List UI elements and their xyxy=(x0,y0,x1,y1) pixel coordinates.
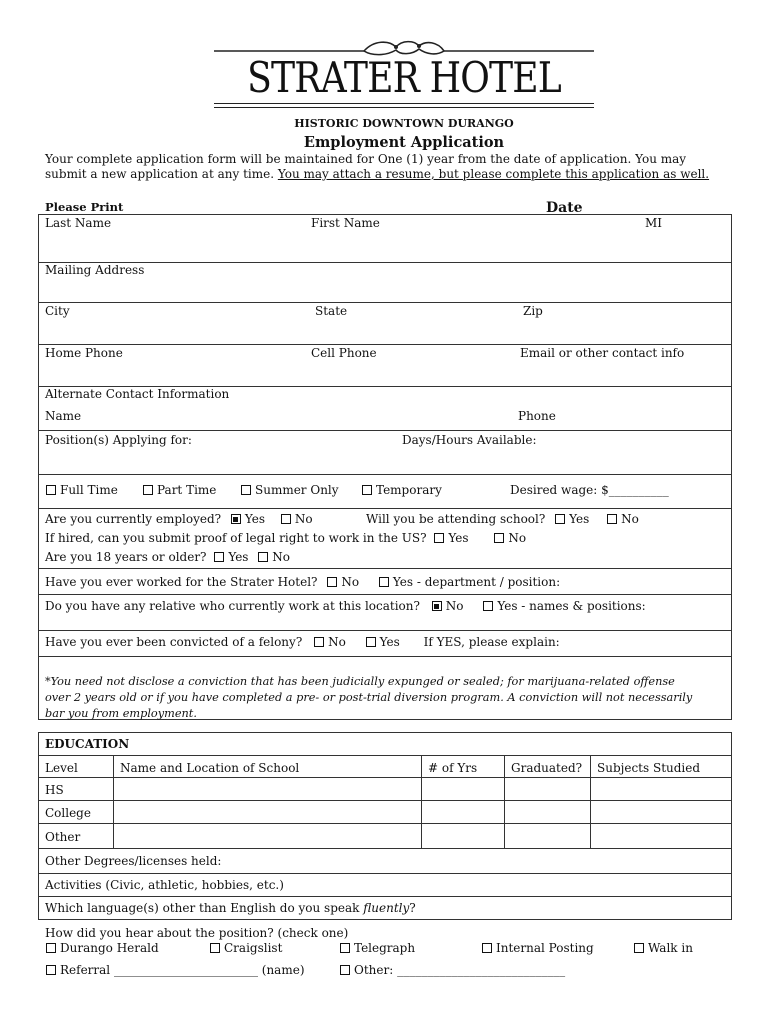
divider xyxy=(38,508,732,509)
divider xyxy=(38,873,732,874)
legal-right-question xyxy=(45,531,526,545)
checkbox-icon[interactable] xyxy=(214,552,224,562)
divider xyxy=(38,896,732,897)
intro-line-2a: submit a new application at any time. xyxy=(45,167,278,181)
column-header-level: Level xyxy=(45,761,78,775)
date-blank: _________________ xyxy=(587,201,690,215)
zip-label: Zip xyxy=(523,304,543,318)
divider xyxy=(38,430,732,431)
checkbox-icon[interactable] xyxy=(482,943,492,953)
checkbox-icon[interactable] xyxy=(340,943,350,953)
email-field[interactable] xyxy=(520,346,684,360)
no-label: No xyxy=(328,635,346,649)
cell-phone-label: Cell Phone xyxy=(311,346,377,360)
column-divider xyxy=(421,755,422,848)
checkbox-icon[interactable] xyxy=(281,514,291,524)
activities-field[interactable]: Activities (Civic, athletic, hobbies, etc.) xyxy=(45,878,284,892)
checkbox-icon[interactable] xyxy=(241,485,251,495)
no-label: No xyxy=(341,575,360,589)
legal-right-label: If hired, can you submit proof of legal right to work in the US? xyxy=(45,531,427,545)
divider xyxy=(38,630,732,631)
divider xyxy=(38,755,732,756)
alt-name-label: Name xyxy=(45,409,82,423)
divider xyxy=(38,823,732,824)
checkbox-icon[interactable] xyxy=(46,943,56,953)
disclaimer-line-1: *You need not disclose a conviction that has been judicially expunged or sealed; for marijuana-related offense xyxy=(45,675,675,688)
city-field[interactable] xyxy=(45,304,70,318)
referral-option[interactable] xyxy=(46,963,305,977)
telegraph-label: Telegraph xyxy=(354,941,416,955)
durango-herald-label: Durango Herald xyxy=(60,941,159,955)
state-field[interactable] xyxy=(315,304,347,318)
divider xyxy=(38,302,732,303)
divider xyxy=(38,344,732,345)
attending-school-question xyxy=(366,512,639,526)
telegraph-option[interactable] xyxy=(340,941,415,955)
logo-rule-bottom xyxy=(214,107,594,108)
summer-only-option[interactable] xyxy=(241,483,339,497)
no-label: No xyxy=(445,599,464,613)
relative-label: Do you have any relative who currently work at this location? xyxy=(45,599,420,613)
divider xyxy=(38,568,732,569)
languages-field[interactable] xyxy=(45,901,416,915)
hotel-name: STRATER HOTEL xyxy=(247,53,561,102)
walk-in-label: Walk in xyxy=(648,941,693,955)
state-label: State xyxy=(315,304,348,318)
checkbox-icon[interactable] xyxy=(314,637,324,647)
first-name-field[interactable] xyxy=(311,216,380,230)
checkbox-icon[interactable] xyxy=(494,533,504,543)
checkbox-icon[interactable] xyxy=(366,637,376,647)
alt-phone-field[interactable] xyxy=(518,409,556,423)
no-label: No xyxy=(621,512,639,526)
full-time-option[interactable] xyxy=(46,483,118,497)
education-row-other[interactable]: Other xyxy=(45,830,81,844)
checkbox-icon[interactable] xyxy=(607,514,617,524)
tagline: HISTORIC DOWNTOWN DURANGO xyxy=(294,117,514,130)
positions-label: Position(s) Applying for: xyxy=(45,433,192,447)
column-header-school: Name and Location of School xyxy=(120,761,300,775)
full-time-label: Full Time xyxy=(60,483,118,497)
internal-posting-label: Internal Posting xyxy=(496,941,594,955)
alt-contact-heading: Alternate Contact Information xyxy=(45,387,230,401)
age-label: Are you 18 years or older? xyxy=(45,550,207,564)
checkbox-icon[interactable] xyxy=(483,601,493,611)
temporary-label: Temporary xyxy=(376,483,442,497)
mi-field[interactable] xyxy=(645,216,662,230)
checkbox-icon[interactable] xyxy=(362,485,372,495)
yes-label: Yes xyxy=(228,550,249,564)
walk-in-option[interactable] xyxy=(634,941,693,955)
disclaimer-line-3: bar you from employment. xyxy=(45,707,197,720)
craigslist-label: Craigslist xyxy=(224,941,283,955)
yes-names-label: Yes - names & positions: xyxy=(497,599,646,613)
last-name-field[interactable] xyxy=(45,216,111,230)
education-row-hs[interactable]: HS xyxy=(45,783,64,797)
divider xyxy=(38,474,732,475)
cell-phone-field[interactable] xyxy=(311,346,377,360)
checkbox-icon[interactable] xyxy=(555,514,565,524)
date-label: Date xyxy=(546,200,583,216)
city-label: City xyxy=(45,304,70,318)
disclaimer-line-2: over 2 years old or if you have completed a pre- or post-trial diversion program. A conviction will not necessarily xyxy=(45,691,693,704)
column-divider xyxy=(113,755,114,848)
other-label: Other: ____________________________ xyxy=(354,963,566,977)
intro-line-1: Your complete application form will be maintained for One (1) year from the date of application. You may xyxy=(45,152,687,166)
divider xyxy=(38,800,732,801)
checkbox-icon[interactable] xyxy=(434,533,444,543)
worked-strater-question xyxy=(45,575,560,589)
education-heading: EDUCATION xyxy=(45,737,130,751)
currently-employed-label: Are you currently employed? xyxy=(45,512,222,526)
desired-wage-field[interactable]: Desired wage: $__________ xyxy=(510,483,669,497)
positions-field[interactable] xyxy=(45,433,192,447)
no-label: No xyxy=(294,512,313,526)
yes-label: Yes xyxy=(379,635,400,649)
languages-qmark: ? xyxy=(409,901,416,915)
days-hours-field[interactable] xyxy=(402,433,537,447)
column-header-years: # of Yrs xyxy=(428,761,478,775)
part-time-label: Part Time xyxy=(157,483,217,497)
checkbox-icon[interactable] xyxy=(340,965,350,975)
internal-posting-option[interactable] xyxy=(482,941,594,955)
currently-employed-question xyxy=(45,512,313,526)
home-phone-label: Home Phone xyxy=(45,346,123,360)
checkbox-icon[interactable] xyxy=(46,485,56,495)
craigslist-option[interactable] xyxy=(210,941,282,955)
alt-name-field[interactable] xyxy=(45,409,81,423)
languages-label: Which language(s) other than English do you speak xyxy=(45,901,364,915)
checkbox-icon[interactable] xyxy=(210,943,220,953)
zip-field[interactable] xyxy=(523,304,543,318)
referral-label: Referral ________________________ (name) xyxy=(60,963,305,977)
part-time-option[interactable] xyxy=(143,483,216,497)
checkbox-icon[interactable] xyxy=(46,965,56,975)
email-label: Email or other contact info xyxy=(520,346,685,360)
days-hours-label: Days/Hours Available: xyxy=(402,433,537,447)
languages-fluently: fluently xyxy=(363,901,410,915)
summer-only-label: Summer Only xyxy=(255,483,339,497)
alt-phone-label: Phone xyxy=(518,409,556,423)
column-divider xyxy=(590,755,591,848)
logo-rule-top xyxy=(214,103,594,104)
temporary-option[interactable] xyxy=(362,483,442,497)
durango-herald-option[interactable] xyxy=(46,941,159,955)
age-question xyxy=(45,550,290,564)
checkbox-checked-icon[interactable] xyxy=(432,601,442,611)
mailing-address-field[interactable] xyxy=(45,263,144,277)
other-degrees-field[interactable]: Other Degrees/licenses held: xyxy=(45,854,222,868)
column-header-graduated: Graduated? xyxy=(511,761,583,775)
form-title: Employment Application xyxy=(303,134,505,151)
home-phone-field[interactable] xyxy=(45,346,123,360)
divider xyxy=(38,848,732,849)
felony-label: Have you ever been convicted of a felony? xyxy=(45,635,303,649)
checkbox-icon[interactable] xyxy=(379,577,389,587)
source-question: How did you hear about the position? (check one) xyxy=(45,926,349,940)
education-row-college[interactable]: College xyxy=(45,806,91,820)
first-name-label: First Name xyxy=(311,216,380,230)
checkbox-icon[interactable] xyxy=(327,577,337,587)
column-divider xyxy=(504,755,505,848)
hotel-logo xyxy=(214,36,594,118)
mi-label: MI xyxy=(645,216,663,230)
intro-line-2 xyxy=(45,167,709,181)
checkbox-icon[interactable] xyxy=(258,552,268,562)
mailing-address-label: Mailing Address xyxy=(45,263,145,277)
divider xyxy=(38,656,732,657)
attending-school-label: Will you be attending school? xyxy=(366,512,546,526)
last-name-label: Last Name xyxy=(45,216,112,230)
other-option[interactable] xyxy=(340,963,565,977)
yes-department-label: Yes - department / position: xyxy=(392,575,561,589)
felony-disclaimer xyxy=(45,674,692,722)
checkbox-icon[interactable] xyxy=(634,943,644,953)
no-label: No xyxy=(272,550,291,564)
yes-label: Yes xyxy=(244,512,266,526)
felony-question xyxy=(45,635,560,649)
if-yes-label: If YES, please explain: xyxy=(423,635,560,649)
relative-question xyxy=(45,599,646,613)
worked-strater-label: Have you ever worked for the Strater Hotel? xyxy=(45,575,318,589)
please-print: Please Print xyxy=(45,200,124,214)
no-label: No xyxy=(508,531,527,545)
checkbox-icon[interactable] xyxy=(143,485,153,495)
yes-label: Yes xyxy=(569,512,590,526)
intro-line-2b: You may attach a resume, but please complete this application as well. xyxy=(277,167,710,181)
divider xyxy=(38,594,732,595)
checkbox-checked-icon[interactable] xyxy=(231,514,241,524)
column-header-subjects: Subjects Studied xyxy=(597,761,701,775)
divider xyxy=(38,777,732,778)
yes-label: Yes xyxy=(448,531,469,545)
